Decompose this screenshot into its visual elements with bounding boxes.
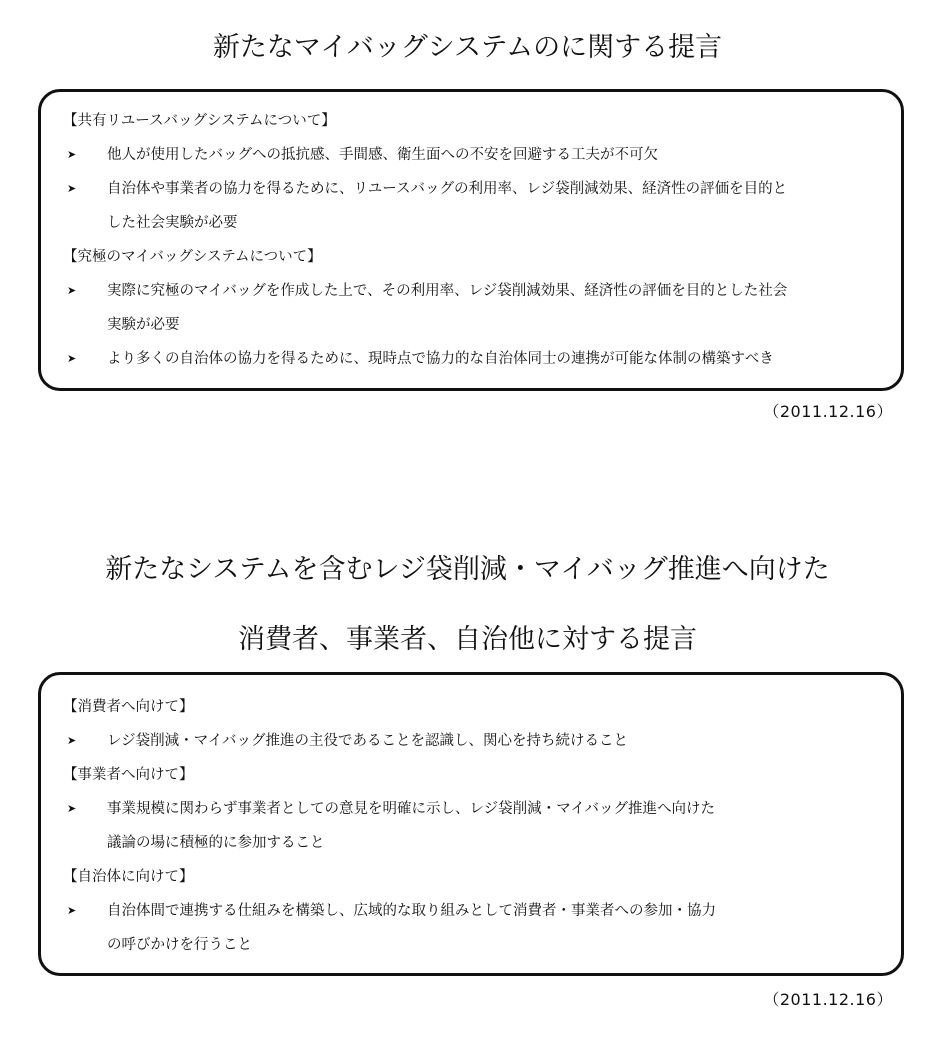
bullet-arrow-icon: ➤ <box>67 734 77 747</box>
section1-item3-text: 実際に究極のマイバッグを作成した上で、その利用率、レジ袋削減効果、経済性の評価を目的とした社会 <box>107 283 788 299</box>
bullet-arrow-icon: ➤ <box>67 182 77 195</box>
section2-item3-text: 自治体間で連携する仕組みを構築し、広域的な取り組みとして消費者・事業者への参加・協力 <box>107 903 716 919</box>
section2-item2-text: 事業規模に関わらず事業者としての意見を明確に示し、レジ袋削減・マイバッグ推進へ向けた <box>107 801 716 817</box>
section2-title-line1: 新たなシステムを含むレジ袋削減・マイバッグ推進へ向けた <box>105 554 830 585</box>
bullet-arrow-icon: ➤ <box>67 148 77 161</box>
section2-item1-text: レジ袋削減・マイバッグ推進の主役であることを認識し、関心を持ち続けること <box>107 733 629 749</box>
section1-item2-continuation: した社会実験が必要 <box>107 215 238 231</box>
bullet-arrow-icon: ➤ <box>67 284 77 297</box>
section1-title: 新たなマイバッグシステムのに関する提言 <box>212 32 723 63</box>
section1-item3-continuation: 実験が必要 <box>107 317 180 333</box>
section1-proposal-box <box>38 89 904 391</box>
section2-list-item <box>63 894 883 928</box>
section2-proposal-box <box>38 672 904 976</box>
section2-heading-businesses: 【事業者へ向けて】 <box>63 767 194 783</box>
section1-heading-ultimate-mybag: 【究極のマイバッグシステムについて】 <box>63 249 322 265</box>
section2-item2-continuation: 議論の場に積極的に参加すること <box>107 835 325 851</box>
section2-list-item <box>63 724 883 758</box>
section1-date: （2011.12.16） <box>763 402 893 421</box>
section2-heading-municipalities: 【自治体に向けて】 <box>63 869 194 885</box>
bullet-arrow-icon: ➤ <box>67 802 77 815</box>
bullet-arrow-icon: ➤ <box>67 904 77 917</box>
section1-list-item <box>63 342 883 376</box>
section1-item4-text: より多くの自治体の協力を得るために、現時点で協力的な自治体同士の連携が可能な体制の構築すべき <box>107 351 774 367</box>
section2-list-item <box>63 792 883 826</box>
section1-item2-text: 自治体や事業者の協力を得るために、リユースバッグの利用率、レジ袋削減効果、経済性の評価を目的と <box>107 181 788 197</box>
section1-heading-shared-reuse-bag: 【共有リユースバッグシステムについて】 <box>63 113 336 129</box>
bullet-arrow-icon: ➤ <box>67 352 77 365</box>
section2-item3-continuation: の呼びかけを行うこと <box>107 937 252 953</box>
section1-list-item <box>63 274 883 308</box>
section2-heading-consumers: 【消費者へ向けて】 <box>63 699 194 715</box>
section1-list-item <box>63 172 883 206</box>
section2-title-line2: 消費者、事業者、自治他に対する提言 <box>238 624 697 655</box>
section1-item1-text: 他人が使用したバッグへの抵抗感、手間感、衛生面への不安を回避する工夫が不可欠 <box>107 147 658 163</box>
section2-date: （2011.12.16） <box>763 990 893 1009</box>
section1-list-item <box>63 138 883 172</box>
